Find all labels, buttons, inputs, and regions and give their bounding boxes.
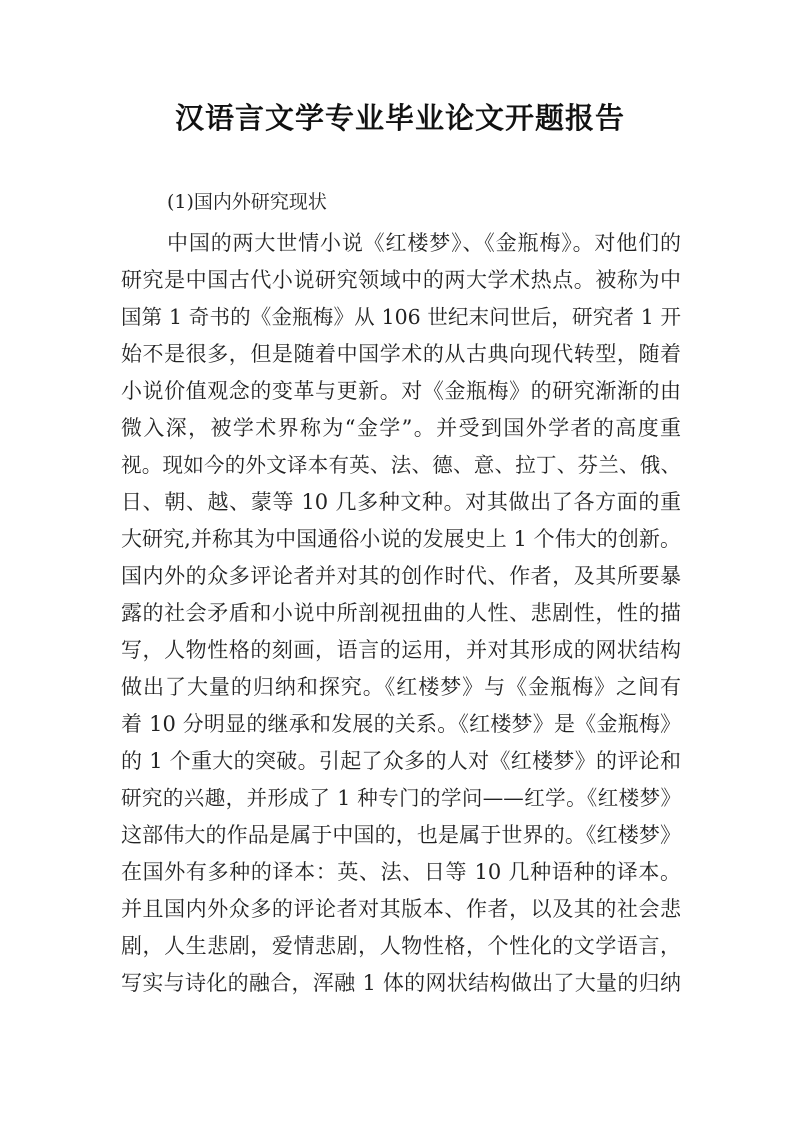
paragraph-line: 日、朝、越、蒙等 10 几多种文种。对其做出了各方面的重 xyxy=(121,490,681,514)
paragraph-line: 露的社会矛盾和小说中所剖视扭曲的人性、悲剧性，性的描 xyxy=(121,601,681,625)
document-title: 汉语言文学专业毕业论文开题报告 xyxy=(174,101,625,135)
paragraph-line: 微入深，被学术界称为“金学”。并受到国外学者的高度重 xyxy=(121,416,681,440)
section-heading: (1)国内外研究现状 xyxy=(167,191,327,213)
paragraph-line: 国第 1 奇书的《金瓶梅》从 106 世纪末问世后，研究者 1 开 xyxy=(121,305,681,329)
paragraph-line: 始不是很多，但是随着中国学术的从古典向现代转型，随着 xyxy=(121,342,681,366)
paragraph-line: 小说价值观念的变革与更新。对《金瓶梅》的研究渐渐的由 xyxy=(121,379,681,403)
paragraph-line: 的 1 个重大的突破。引起了众多的人对《红楼梦》的评论和 xyxy=(121,749,681,773)
paragraph-line: 国内外的众多评论者并对其的创作时代、作者，及其所要暴 xyxy=(121,564,681,588)
paragraph-line: 视。现如今的外文译本有英、法、德、意、拉丁、芬兰、俄、 xyxy=(121,453,681,477)
paragraph-line: 大研究,并称其为中国通俗小说的发展史上 1 个伟大的创新。 xyxy=(121,527,681,551)
paragraph-line: 研究的兴趣，并形成了 1 种专门的学问——红学。《红楼梦》 xyxy=(121,786,681,810)
paragraph-line: 写实与诗化的融合，浑融 1 体的网状结构做出了大量的归纳 xyxy=(121,971,681,995)
paragraph-line: 这部伟大的作品是属于中国的，也是属于世界的。《红楼梦》 xyxy=(121,823,681,847)
paragraph-line: 做出了大量的归纳和探究。《红楼梦》与《金瓶梅》之间有 xyxy=(121,675,681,699)
paragraph-line: 在国外有多种的译本：英、法、日等 10 几种语种的译本。 xyxy=(121,860,681,884)
paragraph-line: 剧，人生悲剧，爱情悲剧，人物性格，个性化的文学语言， xyxy=(121,934,681,958)
paragraph-line: 并且国内外众多的评论者对其版本、作者，以及其的社会悲 xyxy=(121,897,681,921)
paragraph-line: 研究是中国古代小说研究领域中的两大学术热点。被称为中 xyxy=(121,268,681,292)
paragraph-line: 着 10 分明显的继承和发展的关系。《红楼梦》是《金瓶梅》 xyxy=(121,712,681,736)
paragraph-line: 中国的两大世情小说《红楼梦》、《金瓶梅》。对他们的 xyxy=(167,231,681,255)
paragraph-line: 写，人物性格的刻画，语言的运用，并对其形成的网状结构 xyxy=(121,638,681,662)
